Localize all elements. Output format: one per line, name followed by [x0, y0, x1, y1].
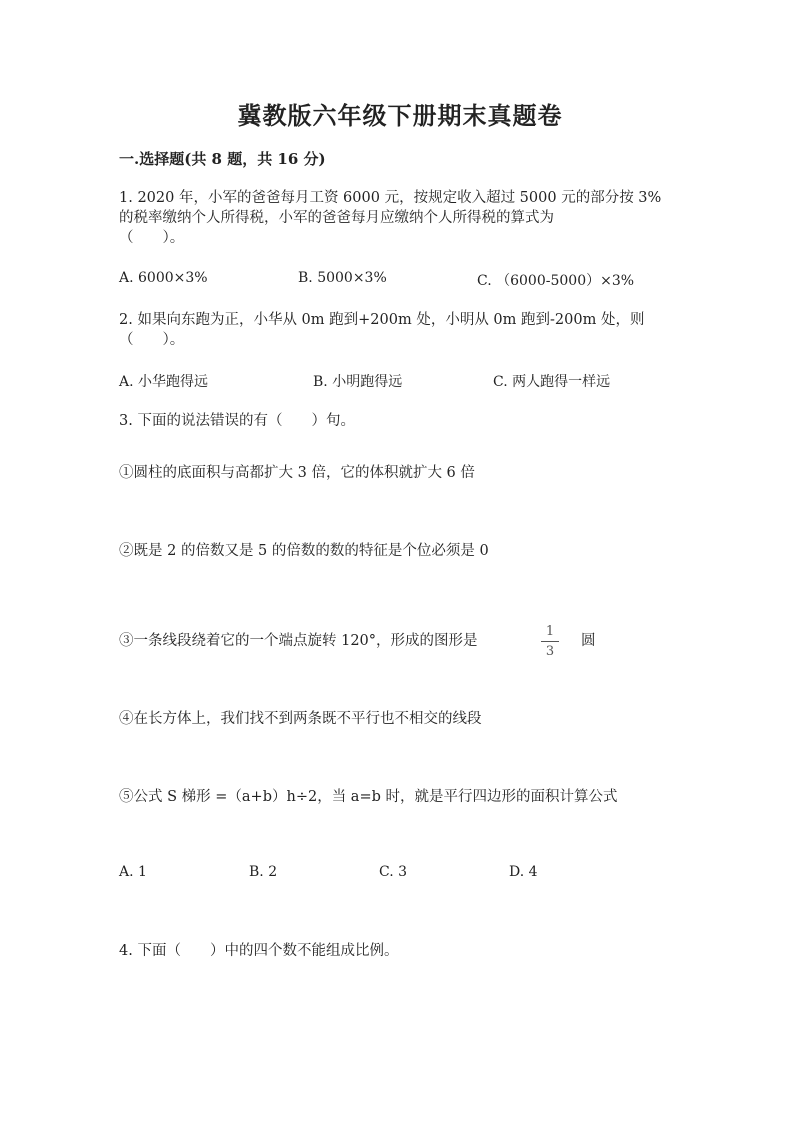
q3-statement-1: ①圆柱的底面积与高都扩大 3 倍，它的体积就扩大 6 倍 — [119, 465, 475, 481]
fraction-numerator: 1 — [545, 624, 555, 639]
q1-line-1: 1. 2020 年，小军的爸爸每月工资 6000 元，按规定收入超过 5000 元的部分按 3% — [119, 190, 662, 206]
fraction-one-third — [541, 624, 559, 659]
fraction-bar — [541, 641, 559, 642]
section-heading: 一.选择题(共 8 题，共 16 分) — [119, 150, 326, 168]
q3-statement-3-end: 圆 — [581, 633, 596, 649]
q3-statement-4: ④在长方体上，我们找不到两条既不平行也不相交的线段 — [119, 711, 482, 727]
q3-option-c: C. 3 — [379, 864, 408, 880]
q1-option-c: C. （6000-5000）×3% — [477, 273, 635, 289]
q3-option-d: D. 4 — [509, 864, 538, 880]
q3-option-b: B. 2 — [249, 864, 278, 880]
q3-option-a: A. 1 — [119, 864, 147, 880]
q2-option-c: C. 两人跑得一样远 — [493, 374, 611, 390]
q2-line-2: （ ）。 — [119, 332, 185, 348]
q4-stem: 4. 下面（ ）中的四个数不能组成比例。 — [119, 943, 399, 959]
q1-option-b: B. 5000×3% — [298, 270, 387, 286]
q3-statement-3: ③一条线段绕着它的一个端点旋转 120°，形成的图形是 — [119, 633, 478, 649]
q3-stem: 3. 下面的说法错误的有（ ）句。 — [119, 413, 355, 429]
q2-line-1: 2. 如果向东跑为正，小华从 0m 跑到+200m 处，小明从 0m 跑到-200m 处，则 — [119, 312, 645, 328]
q1-line-2: 的税率缴纳个人所得税，小军的爸爸每月应缴纳个人所得税的算式为 — [119, 210, 554, 226]
fraction-denominator: 3 — [545, 644, 555, 659]
q3-statement-5: ⑤公式 S 梯形 =（a+b）h÷2，当 a=b 时，就是平行四边形的面积计算公式 — [119, 789, 618, 805]
q1-option-a: A. 6000×3% — [119, 270, 208, 286]
page-title: 冀教版六年级下册期末真题卷 — [237, 101, 563, 130]
q3-statement-2: ②既是 2 的倍数又是 5 的倍数的数的特征是个位必须是 0 — [119, 543, 489, 559]
q2-option-b: B. 小明跑得远 — [313, 374, 403, 390]
q2-option-a: A. 小华跑得远 — [119, 374, 209, 390]
q1-line-3: （ ）。 — [119, 230, 185, 246]
